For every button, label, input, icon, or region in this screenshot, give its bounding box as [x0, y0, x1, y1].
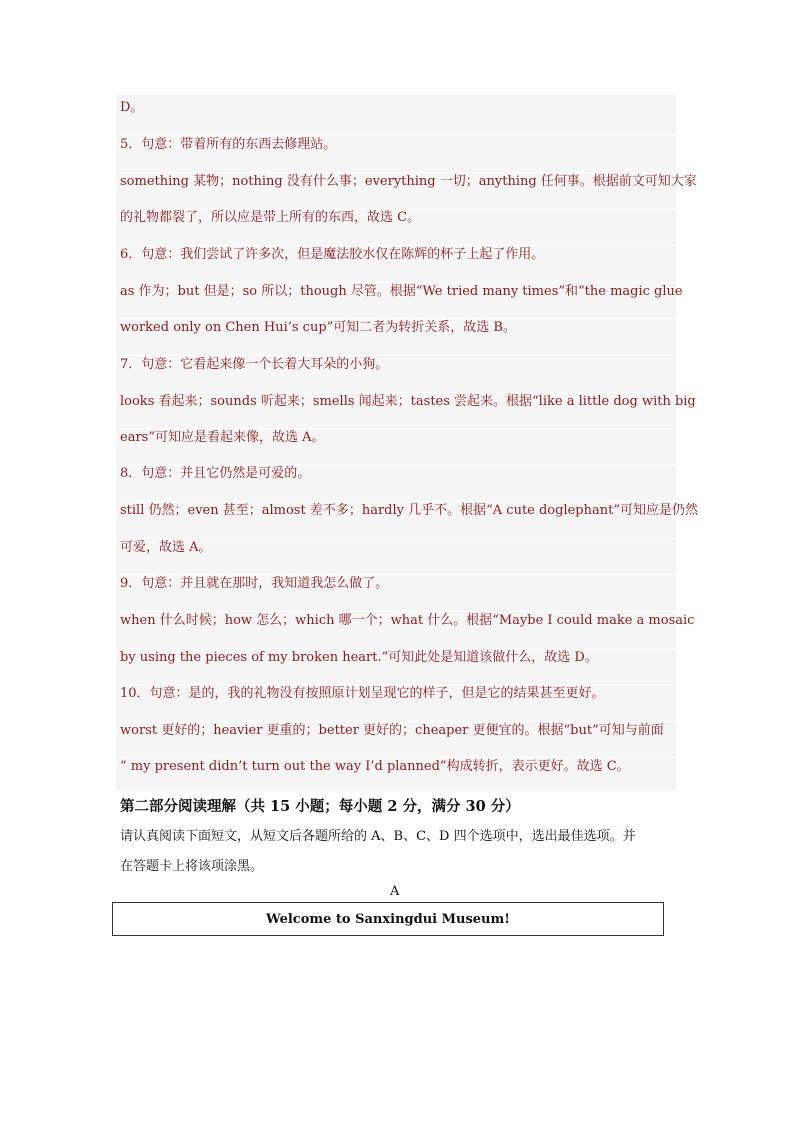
passage-title: Welcome to Sanxingdui Museum! — [266, 911, 510, 927]
answer-line: 10．句意：是的，我的礼物没有按照原计划呈现它的样子，但是它的结果甚至更好。 — [120, 684, 676, 703]
answer-line: 可爱，故选 A。 — [120, 538, 676, 557]
answer-line: looks 看起来；sounds 听起来；smells 闻起来；tastes 尝起来。根据“like a little dog with big — [120, 394, 696, 409]
answer-line: by using the pieces of my broken heart.”可知此处是知道该做什么，故选 D。 — [120, 648, 676, 667]
passage-title-box — [112, 902, 664, 936]
answer-line: worst 更好的；heavier 更重的；better 更好的；cheaper 更便宜的。根据“but”可知与前面 — [120, 721, 676, 740]
answer-line: 的礼物都裂了，所以应是带上所有的东西，故选 C。 — [120, 208, 676, 227]
answer-line: 9．句意：并且就在那时，我知道我怎么做了。 — [120, 574, 676, 593]
answer-line: something 某物；nothing 没有什么事；everything 一切；anything 任何事。根据前文可知大家 — [120, 174, 697, 189]
answer-line: worked only on Chen Hui’s cup”可知二者为转折关系，故选 B。 — [120, 318, 676, 337]
instruction-text: 在答题卡上将该项涂黑。 — [120, 859, 264, 874]
answer-line: 5．句意：带着所有的东西去修理站。 — [120, 135, 676, 154]
answer-line: when 什么时候；how 怎么；which 哪一个；what 什么。根据“Maybe I could make a mosaic — [120, 613, 695, 628]
answer-line: D。 — [120, 100, 144, 115]
answer-line: 6．句意：我们尝试了许多次，但是魔法胶水仅在陈辉的杯子上起了作用。 — [120, 245, 676, 264]
answer-line: as 作为；but 但是；so 所以；though 尽管。根据“We tried many times”和“the magic glue — [120, 284, 683, 299]
passage-label: A — [390, 884, 400, 899]
answer-line: ears”可知应是看起来像，故选 A。 — [120, 428, 676, 447]
section-title: 第二部分阅读理解（共 15 小题；每小题 2 分，满分 30 分） — [120, 798, 520, 815]
answer-line: 8．句意：并且它仍然是可爱的。 — [120, 464, 676, 483]
answer-line: 7．句意：它看起来像一个长着大耳朵的小狗。 — [120, 355, 676, 374]
answer-line: “ my present didn’t turn out the way I’d planned”构成转折，表示更好。故选 C。 — [120, 757, 676, 776]
answer-line: still 仍然；even 甚至；almost 差不多；hardly 几乎不。根据“A cute doglephant”可知应是仍然 — [120, 503, 698, 518]
instruction-text: 请认真阅读下面短文，从短文后各题所给的 A、B、C、D 四个选项中，选出最佳选项。并 — [120, 829, 636, 844]
